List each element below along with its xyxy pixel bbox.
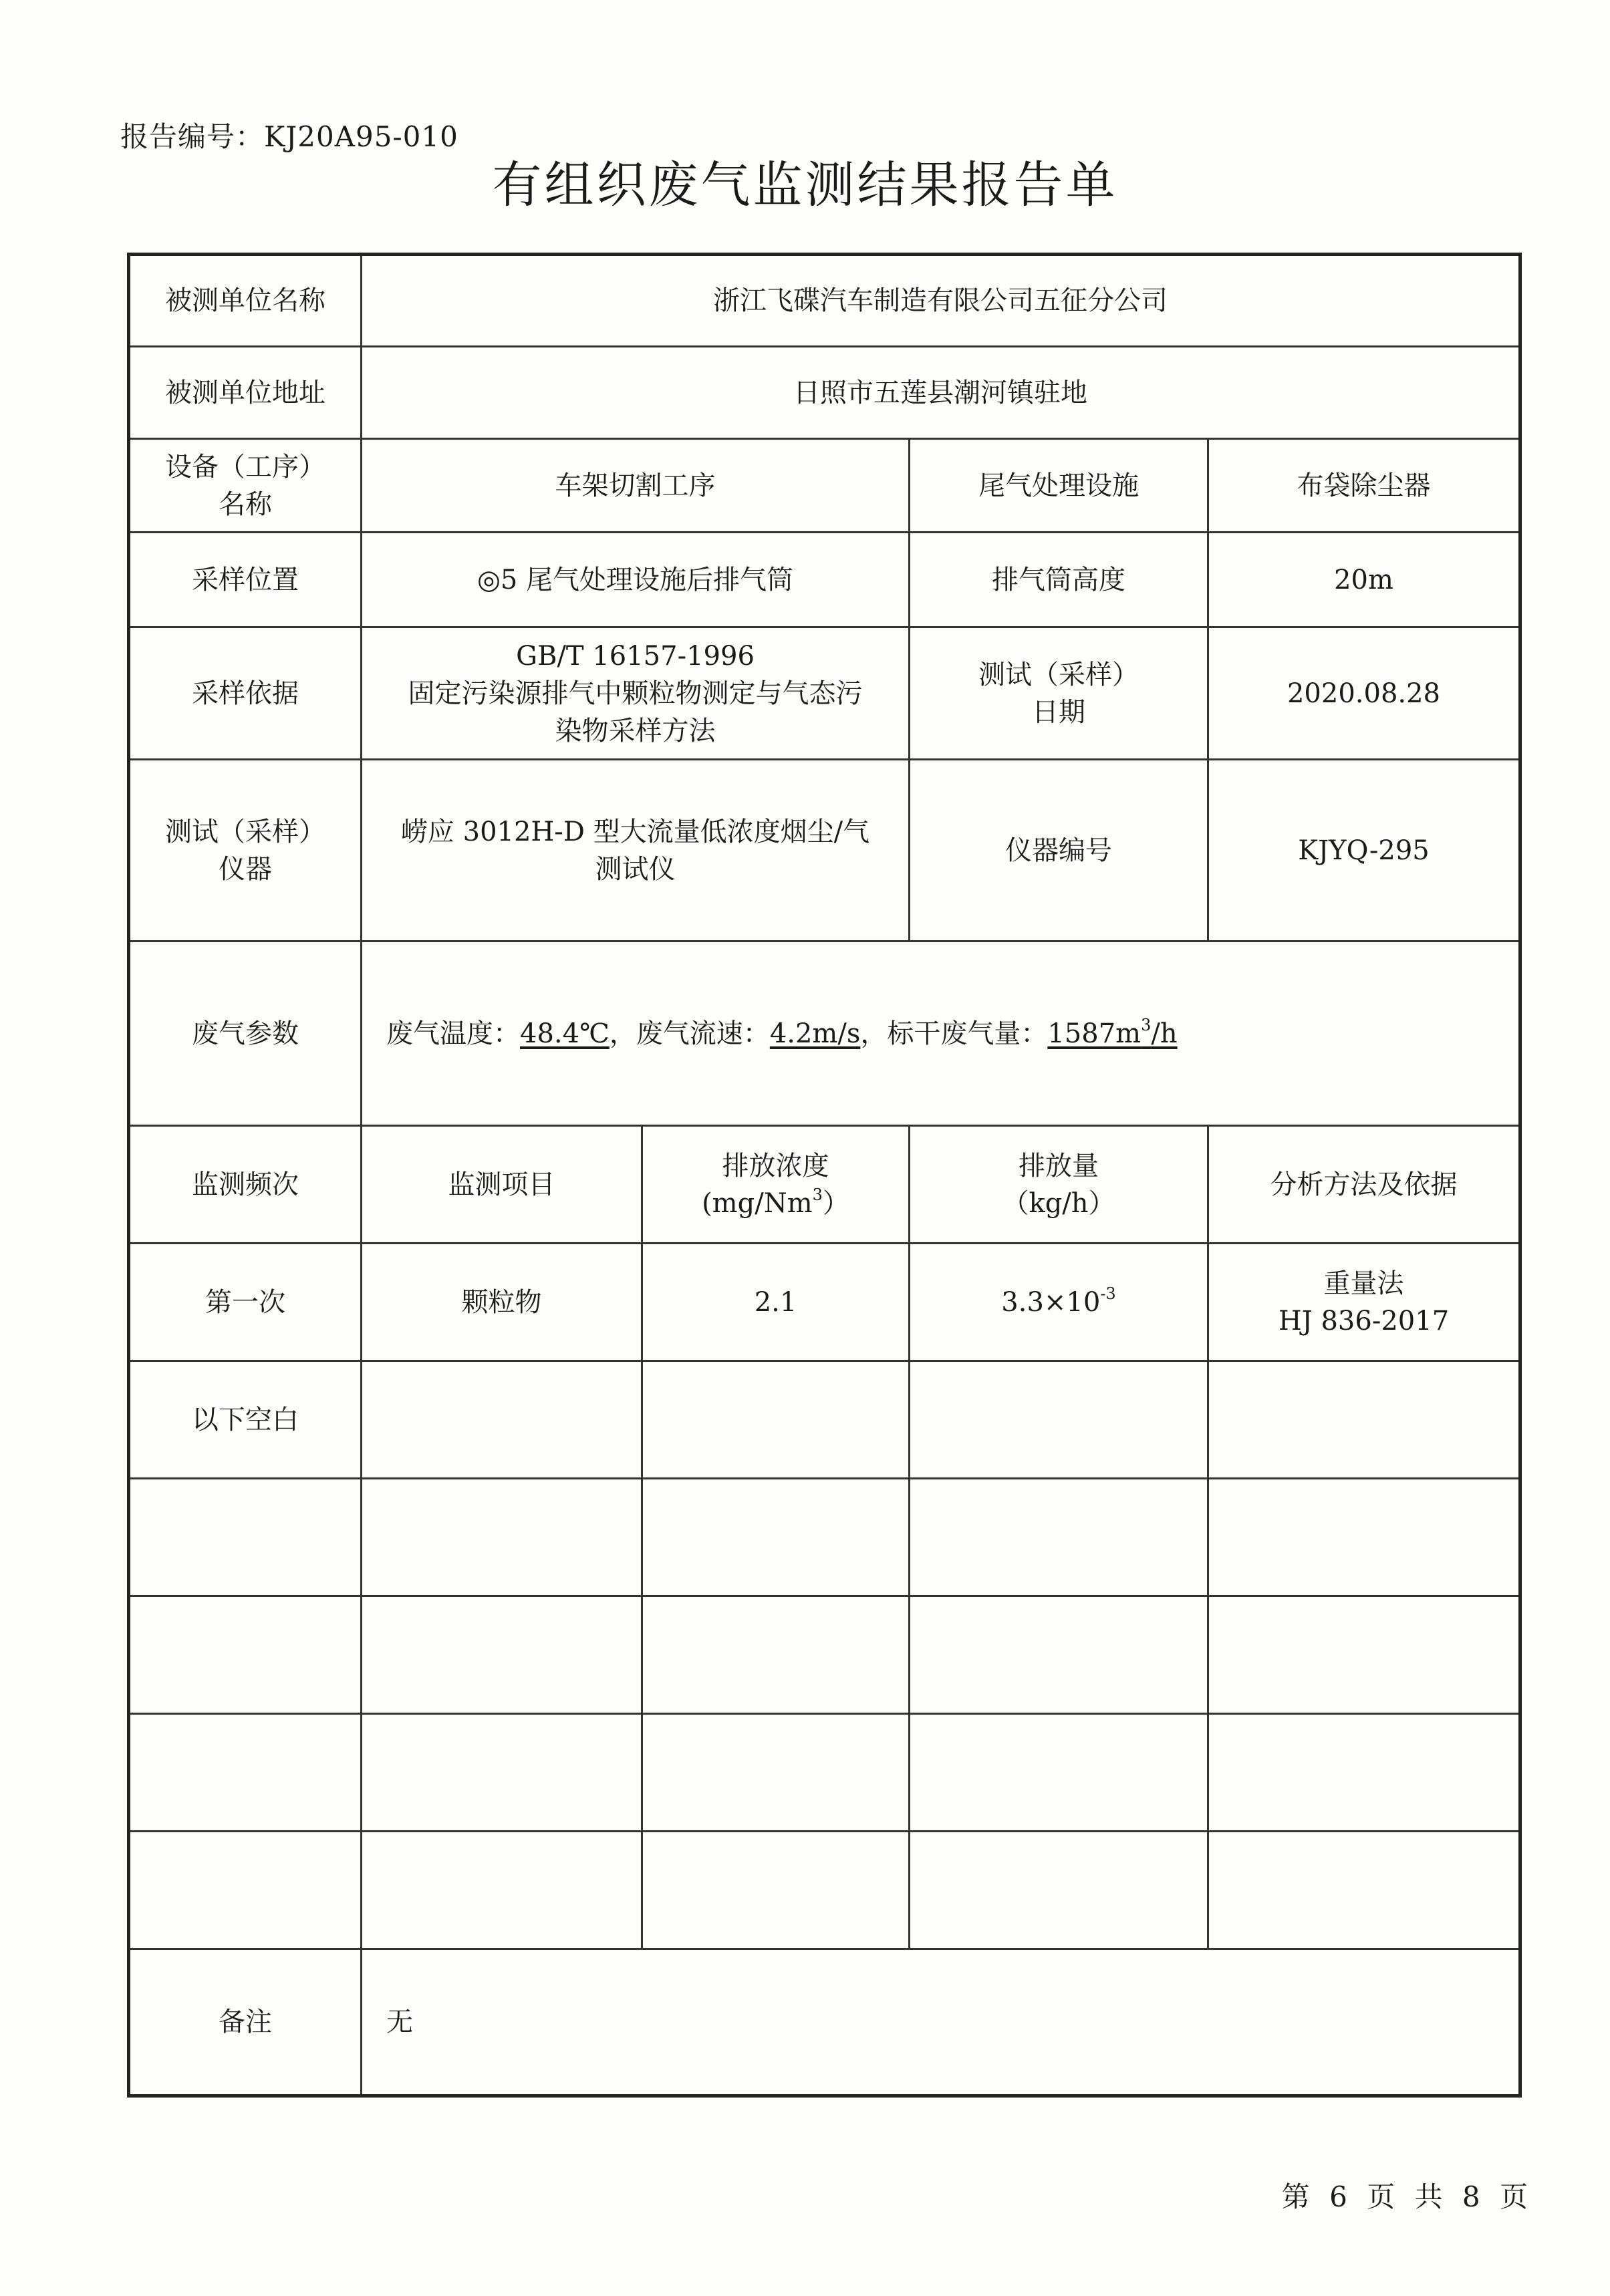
equipment-label-line1: 设备（工序） (165, 451, 325, 482)
exhaust-velocity-label: 废气流速： (636, 1018, 770, 1049)
header-concentration (642, 1126, 910, 1244)
exhaust-sep-1: ， (609, 1018, 636, 1049)
result-method-line1: 重量法 (1323, 1268, 1404, 1299)
header-concentration-sup: 3 (812, 1185, 823, 1204)
empty-cell (910, 1832, 1208, 1949)
report-number-label: 报告编号： (120, 120, 265, 153)
result-item: 颗粒物 (362, 1244, 642, 1361)
empty-cell (129, 1596, 362, 1714)
empty-cell (362, 1479, 642, 1596)
report-number-value: KJ20A95-010 (264, 120, 458, 153)
instrument-value (362, 760, 910, 942)
sampling-position-label: 采样位置 (129, 533, 362, 627)
sampling-basis-standard: GB/T 16157-1996 (516, 640, 755, 672)
equipment-label-line2: 名称 (219, 488, 272, 520)
equipment-value: 车架切割工序 (362, 439, 910, 533)
result-concentration: 2.1 (642, 1244, 910, 1361)
instrument-number-label: 仪器编号 (910, 760, 1208, 942)
instrument-number-value: KJYQ-295 (1208, 760, 1520, 942)
instrument-label (129, 760, 362, 942)
table-row (129, 1479, 1520, 1596)
empty-cell (910, 1714, 1208, 1832)
empty-cell (910, 1596, 1208, 1714)
header-method: 分析方法及依据 (1208, 1126, 1520, 1244)
exhaust-temp-label: 废气温度： (386, 1018, 520, 1049)
page-title: 有组织废气监测结果报告单 (492, 156, 1118, 214)
empty-cell (362, 1361, 642, 1479)
unit-address-label: 被测单位地址 (129, 347, 362, 439)
exhaust-sep-2: ， (860, 1018, 888, 1049)
empty-cell (1208, 1479, 1520, 1596)
equipment-label (129, 439, 362, 533)
unit-name-row (129, 255, 1520, 347)
empty-cell (910, 1479, 1208, 1596)
exhaust-params-value (362, 942, 1520, 1126)
table-row (129, 1244, 1520, 1361)
exhaust-flow-tail: /h (1151, 1018, 1178, 1049)
blank-marker: 以下空白 (129, 1361, 362, 1479)
empty-cell (910, 1361, 1208, 1479)
sampling-date-label-line1: 测试（采样） (978, 659, 1139, 690)
table-row (129, 1714, 1520, 1832)
instrument-label-line1: 测试（采样） (165, 816, 325, 847)
treatment-facility-label: 尾气处理设施 (910, 439, 1208, 533)
empty-cell (362, 1832, 642, 1949)
treatment-facility-value: 布袋除尘器 (1208, 439, 1520, 533)
sampling-date-label-line2: 日期 (1032, 696, 1085, 728)
exhaust-flow-value (1047, 1015, 1178, 1049)
header-item: 监测项目 (362, 1126, 642, 1244)
empty-cell (642, 1832, 910, 1949)
empty-cell (129, 1832, 362, 1949)
exhaust-flow-sup: 3 (1141, 1015, 1152, 1034)
unit-address-row (129, 347, 1520, 439)
empty-cell (642, 1361, 910, 1479)
empty-cell (1208, 1832, 1520, 1949)
equipment-row (129, 439, 1520, 533)
result-emission-sup: -3 (1100, 1284, 1116, 1303)
result-method-line2: HJ 836-2017 (1278, 1305, 1450, 1336)
exhaust-params-row (129, 942, 1520, 1126)
empty-cell (362, 1714, 642, 1832)
sampling-basis-line3: 染物采样方法 (555, 715, 716, 746)
empty-cell (1208, 1361, 1520, 1479)
sampling-basis-row (129, 627, 1520, 760)
exhaust-flow-main: 1587m (1047, 1018, 1142, 1049)
empty-cell (642, 1479, 910, 1596)
header-frequency: 监测频次 (129, 1126, 362, 1244)
remarks-label: 备注 (129, 1949, 362, 2096)
sampling-basis-value (362, 627, 910, 760)
sampling-basis-line2: 固定污染源排气中颗粒物测定与气态污 (408, 678, 863, 709)
result-method (1208, 1244, 1520, 1361)
empty-cell (642, 1596, 910, 1714)
stack-height-label: 排气筒高度 (910, 533, 1208, 627)
empty-cell (362, 1596, 642, 1714)
header-emission-line2: （kg/h） (1002, 1187, 1115, 1219)
report-form-table (127, 253, 1522, 2098)
sampling-position-value: ◎5 尾气处理设施后排气筒 (362, 533, 910, 627)
sampling-position-row (129, 533, 1520, 627)
instrument-row (129, 760, 1520, 942)
remarks-row (129, 1949, 1520, 2096)
instrument-value-line2: 测试仪 (595, 853, 676, 885)
empty-cell (1208, 1714, 1520, 1832)
table-row (129, 1361, 1520, 1479)
table-row (129, 1832, 1520, 1949)
unit-address-value: 日照市五莲县潮河镇驻地 (362, 347, 1520, 439)
sampling-date-value: 2020.08.28 (1208, 627, 1520, 760)
header-concentration-main: 排放浓度(mg/Nm (702, 1150, 829, 1219)
stack-height-value: 20m (1208, 533, 1520, 627)
exhaust-temp-value: 48.4℃ (520, 1018, 610, 1049)
header-emission (910, 1126, 1208, 1244)
sampling-basis-label: 采样依据 (129, 627, 362, 760)
result-emission-main: 3.3×10 (1001, 1286, 1101, 1318)
empty-cell (1208, 1596, 1520, 1714)
remarks-value: 无 (362, 1949, 1520, 2096)
header-concentration-tail: ） (822, 1187, 849, 1219)
unit-name-value: 浙江飞碟汽车制造有限公司五征分公司 (362, 255, 1520, 347)
table-row (129, 1596, 1520, 1714)
sampling-date-label (910, 627, 1208, 760)
results-header-row (129, 1126, 1520, 1244)
unit-name-label: 被测单位名称 (129, 255, 362, 347)
result-frequency: 第一次 (129, 1244, 362, 1361)
instrument-value-line1: 崂应 3012H-D 型大流量低浓度烟尘/气 (400, 816, 870, 847)
header-emission-line1: 排放量 (1019, 1150, 1099, 1181)
exhaust-params-label: 废气参数 (129, 942, 362, 1126)
exhaust-velocity-value: 4.2m/s (769, 1018, 861, 1049)
empty-cell (642, 1714, 910, 1832)
instrument-label-line2: 仪器 (219, 853, 272, 885)
empty-cell (129, 1714, 362, 1832)
exhaust-flow-label: 标干废气量： (887, 1018, 1048, 1049)
page-number: 第 6 页 共 8 页 (1281, 2180, 1533, 2213)
result-emission (910, 1244, 1208, 1361)
empty-cell (129, 1479, 362, 1596)
